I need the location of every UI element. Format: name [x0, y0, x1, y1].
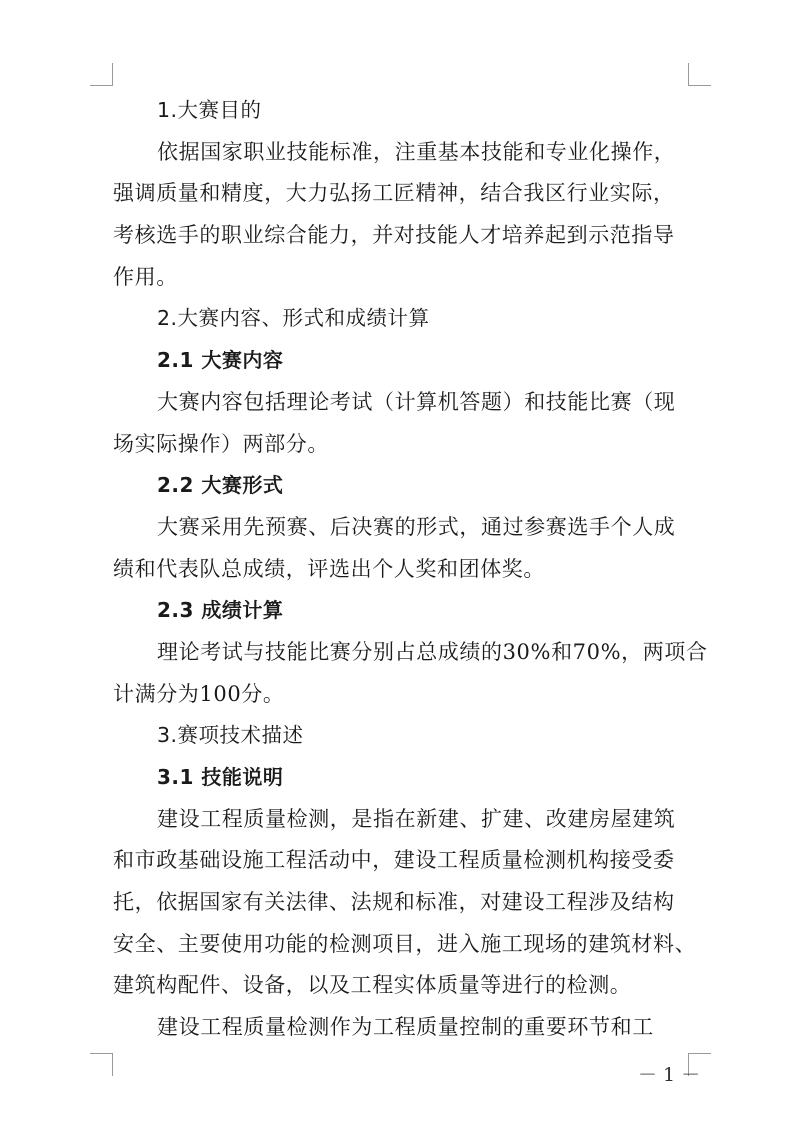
page-number: － 1 －	[638, 1064, 701, 1086]
section-heading: 1.大赛目的	[157, 98, 262, 122]
paragraph-line: 和市政基础设施工程活动中，建设工程质量检测机构接受委	[113, 848, 675, 873]
document-page	[113, 90, 708, 1049]
paragraph-line: 安全、主要使用功能的检测项目，进入施工现场的建筑材料、	[113, 931, 697, 956]
paragraph	[113, 799, 697, 1007]
corner-mark-bottom-left	[90, 1053, 113, 1076]
paragraph-line: 大赛内容包括理论考试（计算机答题）和技能比赛（现	[157, 389, 676, 414]
paragraph-line: 建筑构配件、设备，以及工程实体质量等进行的检测。	[113, 973, 632, 998]
subsection-heading: 2.3 成绩计算	[157, 598, 284, 623]
corner-mark-top-right	[688, 63, 711, 86]
paragraph-line: 作用。	[113, 264, 178, 289]
paragraph	[113, 382, 688, 465]
paragraph-line: 考核选手的职业综合能力，并对技能人才培养起到示范指导	[113, 223, 675, 248]
paragraph-line: 计满分为100分。	[113, 681, 285, 706]
paragraph-line: 绩和代表队总成绩，评选出个人奖和团体奖。	[113, 556, 545, 581]
paragraph	[113, 507, 688, 590]
corner-mark-top-left	[90, 63, 113, 86]
paragraph-line: 理论考试与技能比赛分别占总成绩的30%和70%，两项合	[157, 639, 708, 664]
paragraph-line: 托，依据国家有关法律、法规和标准，对建设工程涉及结构	[113, 890, 675, 915]
paragraph-line: 建设工程质量检测，是指在新建、扩建、改建房屋建筑	[157, 806, 676, 831]
section-heading: 3.赛项技术描述	[157, 723, 304, 748]
paragraph-line: 依据国家职业技能标准，注重基本技能和专业化操作，	[157, 139, 676, 164]
paragraph	[113, 132, 688, 299]
paragraph-line: 场实际操作）两部分。	[113, 431, 329, 456]
paragraph	[113, 632, 708, 715]
paragraph	[113, 1007, 688, 1049]
paragraph-line: 大赛采用先预赛、后决赛的形式，通过参赛选手个人成	[157, 514, 676, 539]
section-heading: 2.大赛内容、形式和成绩计算	[157, 306, 430, 331]
subsection-heading: 2.1 大赛内容	[157, 348, 284, 373]
paragraph-line: 建设工程质量检测作为工程质量控制的重要环节和工	[157, 1015, 654, 1040]
subsection-heading: 2.2 大赛形式	[157, 473, 284, 498]
paragraph-line: 强调质量和精度，大力弘扬工匠精神，结合我区行业实际，	[113, 181, 675, 206]
subsection-heading: 3.1 技能说明	[157, 765, 284, 789]
